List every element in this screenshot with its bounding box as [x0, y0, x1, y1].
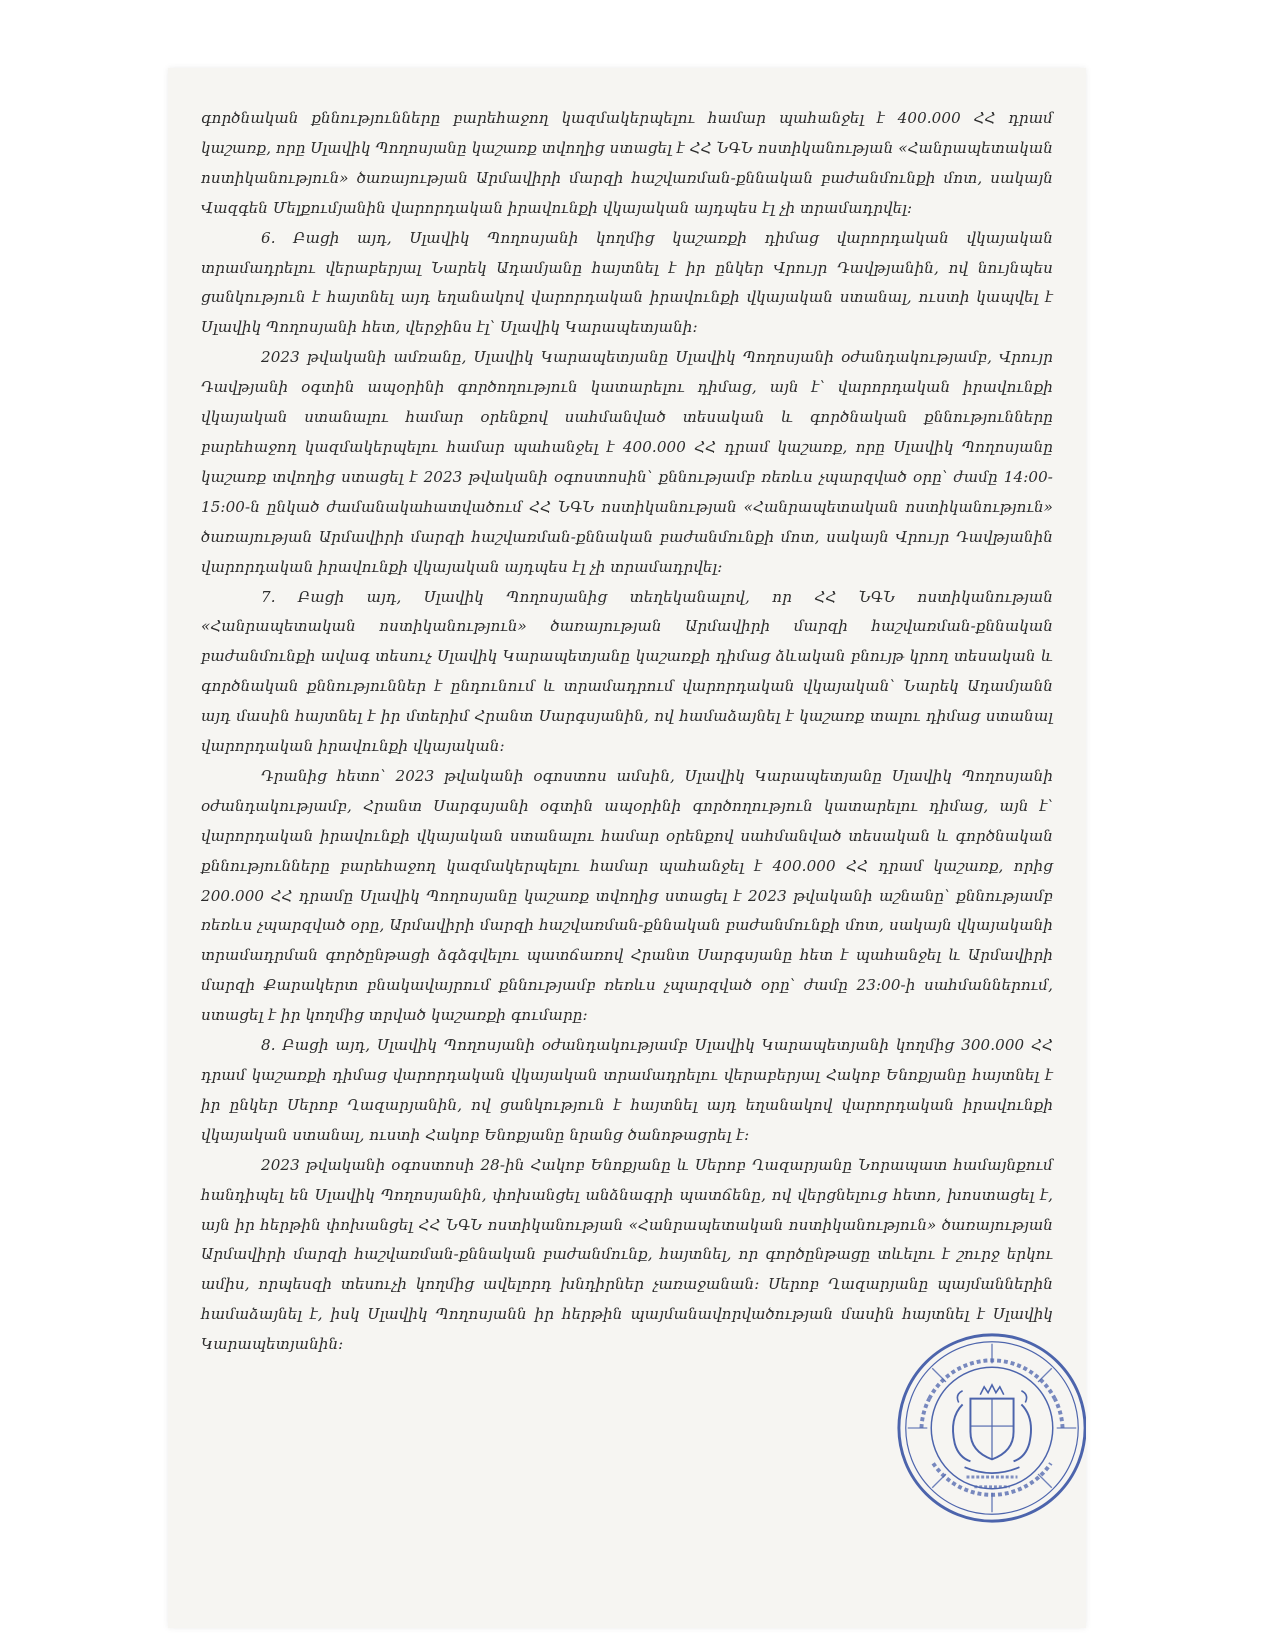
paragraph-8: 8. Բացի այդ, Սլավիկ Պողոսյանի օժանդակությամբ Սլավիկ Կարապետյանի կողմից 300.000 ՀՀ դրամ կաշառքի դիմաց վարորդական վկայական տրամադրելու վերաբերյալ Հակոբ Ենոքյանը հայտնել է իր ընկեր Սերոբ Ղազարյանին, ով ցանկություն է հայտնել այդ եղանակով վարորդական իրավունքի վկայական ստանալ, ուստի Հակոբ Ենոքյանը նրանց ծանոթացրել է: [201, 1036, 1053, 1144]
document-page [168, 68, 1086, 1628]
paragraph-7-detail: Դրանից հետո՝ 2023 թվականի օգոստոս ամսին, Սլավիկ Կարապետյանը Սլավիկ Պողոսյանի օժանդակությամբ, Հրանտ Սարգսյանի օգտին ապօրինի գործողություն կատարելու դիմաց, այն է՝ վարորդական իրավունքի վկայական ստանալու համար օրենքով սահմանված տեսական և գործնական քննությունները բարեհաջող կազմակերպելու համար պահանջել է 400.000 ՀՀ դրամ կաշառք, որից 200.000 ՀՀ դրամը Սլավիկ Պողոսյանը կաշառք տվողից ստացել է 2023 թվականի աշնանը՝ քննությամբ ռեռևս չպարզված օրը, Արմավիրի մարզի հաշվառման-քննական բաժանմունքի մոտ, սակայն վկայականի տրամադրման գործընթացի ձգձգվելու պատճառով Հրանտ Սարգսյանը հետ է պահանջել և Արմավիրի մարզի Քարակերտ բնակավայրում քննությամբ ռեռևս չպարզված օրը՝ ժամը 23:00-ի սահմաններում, ստացել է իր կողմից տրված կաշառքի գումարը: [201, 766, 1053, 1025]
paragraph-6: 6. Բացի այդ, Սլավիկ Պողոսյանի կողմից կաշառքի դիմաց վարորդական վկայական տրամադրելու վերաբերյալ Նարեկ Ադամյանը հայտնել է իր ընկեր Վրույր Դավթյանին, ով նույնպես ցանկություն է հայտնել այդ եղանակով վարորդական իրավունքի վկայական ստանալ, ուստի կապվել է Սլավիկ Պողոսյանի հետ, վերջինս էլ՝ Սլավիկ Կարապետյանի: [201, 228, 1053, 337]
paragraph-continuation: գործնական քննությունները բարեհաջող կազմակերպելու համար պահանջել է 400.000 ՀՀ դրամ կաշառք, որը Սլավիկ Պողոսյանը կաշառք տվողից ստացել է ՀՀ ՆԳՆ ոստիկանության «Հանրապետական ոստիկանություն» ծառայության Արմավիրի մարզի հաշվառման-քննական բաժանմունքի մոտ, սակայն Վազգեն Մելքումյանին վարորդական իրավունքի վկայական այդպես էլ չի տրամադրվել: [201, 109, 1053, 217]
document-body [201, 104, 1053, 1360]
paragraph-7: 7. Բացի այդ, Սլավիկ Պողոսյանից տեղեկանալով, որ ՀՀ ՆԳՆ ոստիկանության «Հանրապետական ոստիկանություն» ծառայության Արմավիրի մարզի հաշվառման-քննական բաժանմունքի ավագ տեսուչ Սլավիկ Կարապետյանը կաշառքի դիմաց ձևական բնույթ կրող տեսական և գործնական քննություններ է ընդունում և տրամադրում վարորդական վկայական՝ Նարեկ Ադամյանն այդ մասին հայտնել է իր մտերիմ Հրանտ Սարգսյանին, ով համաձայնել է կաշառք տալու դիմաց ստանալ վարորդական իրավունքի վկայական: [201, 587, 1053, 756]
paragraph-8-detail: 2023 թվականի օգոստոսի 28-ին Հակոբ Ենոքյանը և Սերոբ Ղազարյանը Նորապատ համայնքում հանդիպել են Սլավիկ Պողոսյանին, փոխանցել անձնագրի պատճենը, ով վերցնելուց հետո, խոստացել է, այն իր հերթին փոխանցել ՀՀ ՆԳՆ ոստիկանության «Հանրապետական ոստիկանություն» ծառայության Արմավիրի մարզի հաշվառման-քննական բաժանմունք, հայտնել, որ գործընթացը տևելու է շուրջ երկու ամիս, որպեսզի տեսուչի կողմից ավելորդ խնդիրներ չառաջանան: Սերոբ Ղազարյանը պայմաններին համաձայնել է, իսկ Սլավիկ Պողոսյանն իր հերթին պայմանավորվածության մասին հայտնել է Սլավիկ Կարապետյանին: [201, 1155, 1053, 1354]
coat-of-arms-seal-icon [894, 1330, 1086, 1526]
paragraph-6-detail: 2023 թվականի ամռանը, Սլավիկ Կարապետյանը Սլավիկ Պողոսյանի օժանդակությամբ, Վրույր Դավթյանի օգտին ապօրինի գործողություն կատարելու դիմաց, այն է՝ վարորդական իրավունքի վկայական ստանալու համար օրենքով սահմանված տեսական և գործնական քննությունները բարեհաջող կազմակերպելու համար պահանջել է 400.000 ՀՀ դրամ կաշառք, որը Սլավիկ Պողոսյանը կաշառք տվողից ստացել է 2023 թվականի օգոստոսին՝ քննությամբ ռեռևս չպարզված օրը՝ ժամը 14:00-15:00-ն ընկած ժամանակահատվածում ՀՀ ՆԳՆ ոստիկանության «Հանրապետական ոստիկանություն» ծառայության Արմավիրի մարզի հաշվառման-քննական բաժանմունքի մոտ, սակայն Վրույր Դավթյանին վարորդական իրավունքի վկայական այդպես էլ չի տրամադրվել: [201, 348, 1053, 576]
